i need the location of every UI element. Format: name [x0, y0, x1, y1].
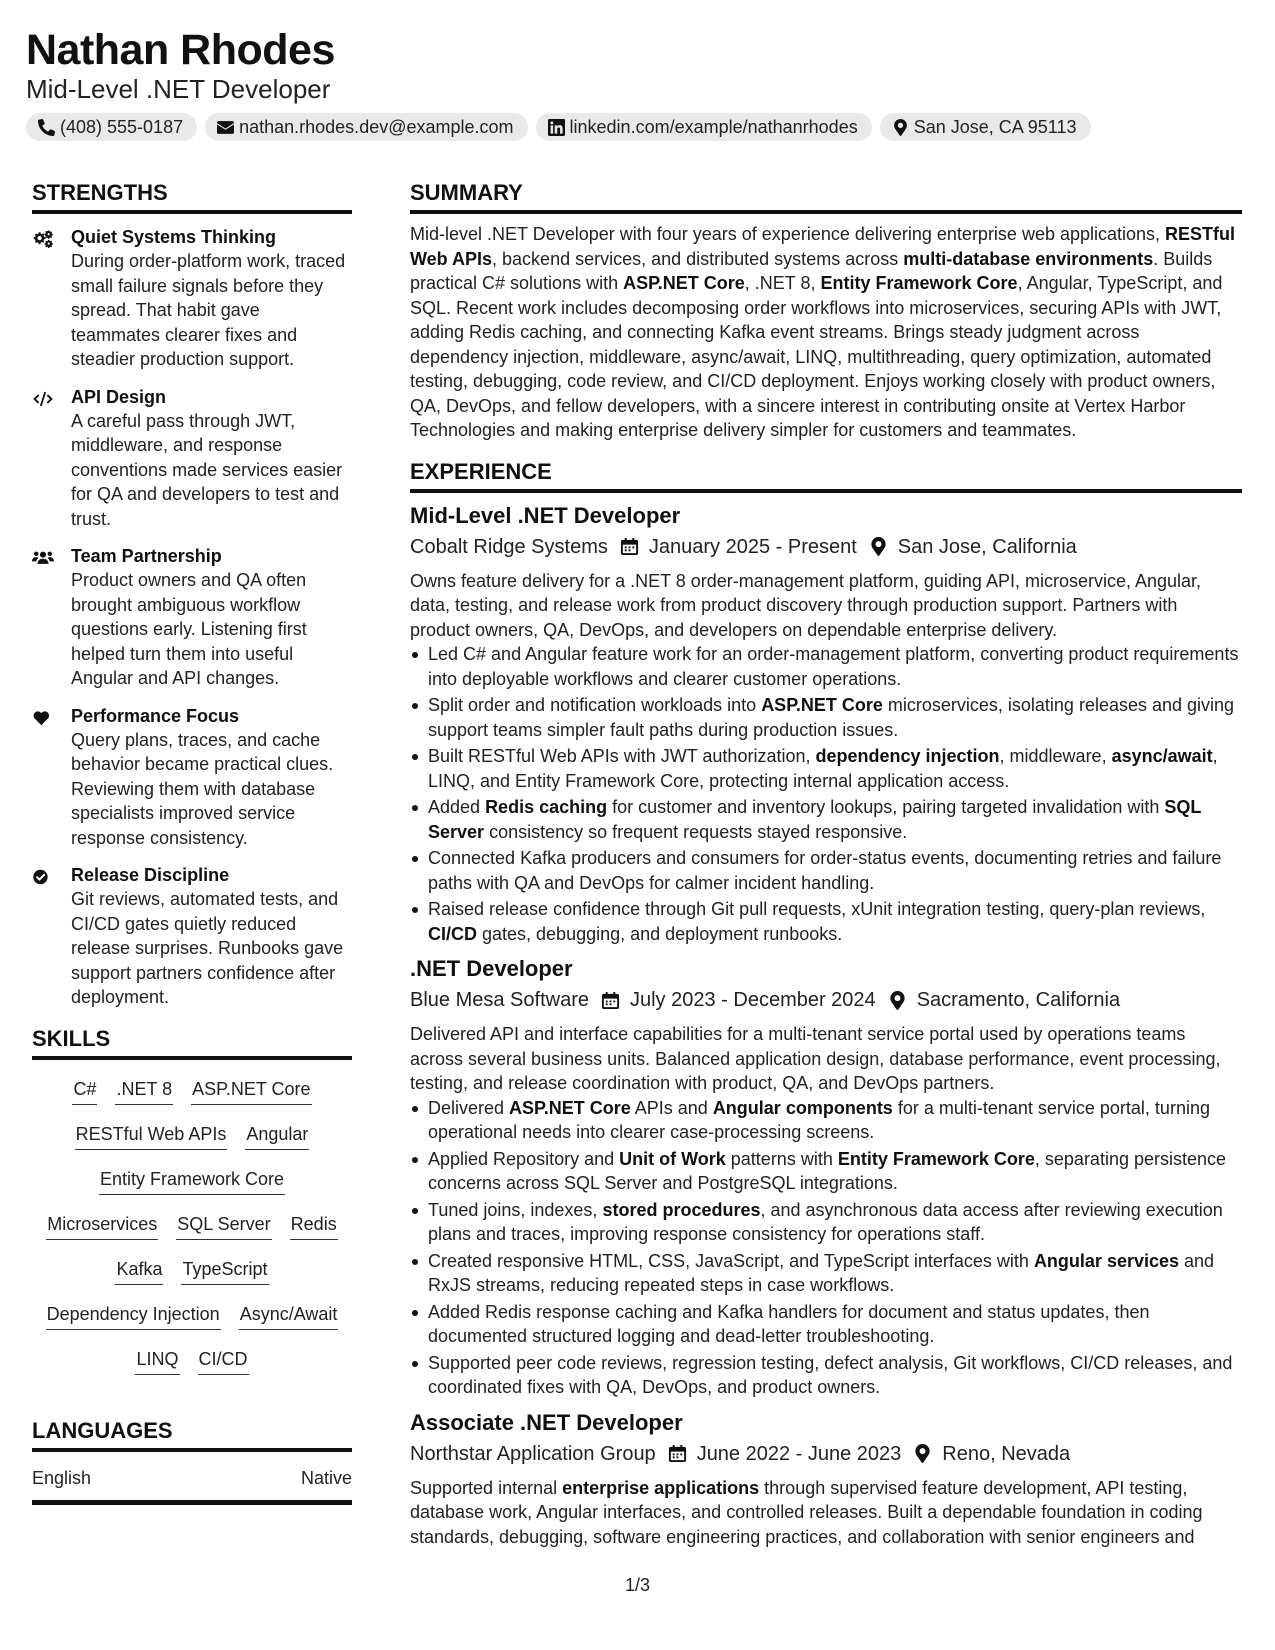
languages-section: [32, 1416, 352, 1505]
skill-tag: RESTful Web APIs: [75, 1121, 228, 1150]
right-column: [410, 178, 1242, 1549]
strength-desc: Query plans, traces, and cache behavior became practical clues. Reviewing them with database specialists improved service response consistency.: [71, 729, 334, 848]
job-bullets: [410, 1096, 1242, 1400]
envelope-icon: [217, 119, 234, 136]
skill-tag: Microservices: [46, 1211, 158, 1240]
job-entry: [410, 1408, 1242, 1550]
contact-linkedin[interactable]: [536, 113, 872, 141]
experience-heading: EXPERIENCE: [410, 457, 1242, 493]
job-location: Reno, Nevada: [942, 1442, 1071, 1465]
resume-header: [26, 24, 1246, 141]
linkedin-icon: [548, 119, 565, 136]
job-dates: June 2022 - June 2023: [696, 1442, 902, 1465]
strengths-heading: STRENGTHS: [32, 178, 352, 214]
bullet-item: Led C# and Angular feature work for an order-management platform, converting product requirements into deployable workflows and clearer customer operations.: [410, 642, 1242, 691]
bullet-item: Added Redis caching for customer and inventory lookups, pairing targeted invalidation with SQL Server consistency so frequent requests stayed responsive.: [410, 795, 1242, 844]
skill-tag: C#: [72, 1076, 97, 1105]
job-title: Mid-Level .NET Developer: [410, 502, 681, 528]
skill-tag: Redis: [290, 1211, 338, 1240]
bullet-item: Built RESTful Web APIs with JWT authorization, dependency injection, middleware, async/await, LINQ, and Entity Framework Core, protecting internal application access.: [410, 744, 1242, 793]
language-row: [32, 1466, 352, 1505]
language-name: English: [32, 1467, 92, 1488]
bullet-item: Split order and notification workloads into ASP.NET Core microservices, isolating releases and giving support teams simpler fault paths during production issues.: [410, 693, 1242, 742]
strength-desc: Git reviews, automated tests, and CI/CD gates quietly reduced release surprises. Runbooks gave support partners confidence after deployment.: [71, 889, 344, 1007]
check-circle-icon: [32, 868, 54, 886]
contact-email[interactable]: [205, 113, 527, 141]
job-meta: [410, 533, 1242, 561]
phone-text: (408) 555-0187: [60, 116, 184, 137]
job-description: Supported internal enterprise applications through supervised feature development, API testing, database work, Angular interfaces, and controlled releases. Built a dependable foundation in coding standards, debugging, software engineering practices, and collaboration with senior engineers and: [410, 1477, 1203, 1547]
job-location: San Jose, California: [897, 535, 1077, 558]
job-meta: [410, 1440, 1242, 1468]
bullet-item: Created responsive HTML, CSS, JavaScript, and TypeScript interfaces with Angular services and RxJS streams, reducing repeated steps in case workflows.: [410, 1249, 1242, 1298]
summary-heading: SUMMARY: [410, 178, 1242, 214]
strength-item: [32, 386, 352, 532]
skill-tag: TypeScript: [181, 1256, 268, 1285]
contact-bar: [26, 113, 1246, 141]
map-pin-icon: [869, 537, 888, 556]
map-pin-icon: [888, 991, 907, 1010]
job-company: Blue Mesa Software: [410, 989, 589, 1011]
skill-tags: [32, 1076, 352, 1391]
map-pin-icon: [892, 119, 909, 136]
job-description: Delivered API and interface capabilities for a multi-tenant service portal used by operations teams across several business units. Balanced application design, database performance, event processing, testing, and release coordination with product, QA, and DevOps partners.: [410, 1024, 1221, 1093]
strengths-list: [32, 226, 352, 1010]
page-number: 1/3: [624, 1575, 651, 1595]
email-text: nathan.rhodes.dev@example.com: [239, 116, 514, 137]
job-dates: January 2025 - Present: [648, 535, 857, 558]
bullet-item: Applied Repository and Unit of Work patterns with Entity Framework Core, separating persistence concerns across SQL Server and PostgreSQL integrations.: [410, 1147, 1242, 1196]
candidate-name: Nathan Rhodes: [26, 26, 335, 74]
strength-title: API Design: [71, 386, 167, 407]
job-title: .NET Developer: [410, 956, 573, 981]
skill-tag: Kafka: [115, 1256, 163, 1285]
strength-title: Quiet Systems Thinking: [71, 227, 277, 247]
skill-tag: .NET 8: [115, 1076, 173, 1105]
bullet-item: Supported peer code reviews, regression testing, defect analysis, Git workflows, CI/CD releases, and coordinated fixes with QA, DevOps, and product owners.: [410, 1351, 1242, 1400]
job-entry: [410, 501, 1242, 947]
strength-item: [32, 545, 352, 691]
strength-title: Team Partnership: [71, 546, 222, 566]
job-meta: [410, 986, 1242, 1014]
calendar-icon: [668, 1444, 687, 1463]
map-pin-icon: [913, 1444, 932, 1463]
job-bullets: [410, 642, 1242, 946]
job-entry: [410, 954, 1242, 1400]
contact-phone[interactable]: [26, 113, 197, 141]
code-icon: [32, 390, 54, 408]
phone-icon: [38, 119, 55, 136]
contact-location: [880, 113, 1091, 141]
skill-tag: ASP.NET Core: [191, 1076, 311, 1105]
job-description: Owns feature delivery for a .NET 8 order-management platform, guiding API, microservice, Angular, data, testing, and release work from product discovery through production support. Partners with product owners, QA, DevOps, and developers on dependable enterprise delivery.: [410, 570, 1202, 640]
experience-section: [410, 457, 1242, 1550]
skills-section: [32, 1024, 352, 1391]
job-company: Cobalt Ridge Systems: [410, 535, 608, 558]
skill-tag: SQL Server: [176, 1211, 271, 1240]
candidate-title: Mid-Level .NET Developer: [26, 74, 331, 104]
strength-item: [32, 705, 352, 851]
job-location: Sacramento, California: [916, 989, 1121, 1011]
languages-heading: LANGUAGES: [32, 1416, 352, 1452]
skill-tag: Angular: [245, 1121, 309, 1150]
left-column: [32, 178, 352, 1505]
gears-icon: [32, 230, 54, 248]
strength-desc: During order-platform work, traced small failure signals before they spread. That habit gave teammates clearer fixes and steadier production support.: [71, 251, 346, 369]
strength-desc: A careful pass through JWT, middleware, and response conventions made services easier for QA and developers to test and trust.: [71, 410, 343, 529]
skill-tag: Dependency Injection: [46, 1301, 221, 1330]
bullet-item: Added Redis response caching and Kafka handlers for document and status updates, then documented structured logging and dead-letter troubleshooting.: [410, 1300, 1242, 1349]
skill-tag: Entity Framework Core: [99, 1166, 285, 1195]
language-level: Native: [300, 1467, 352, 1488]
bullet-item: Tuned joins, indexes, stored procedures, and asynchronous data access after reviewing execution plans and traces, improving response consistency for operations staff.: [410, 1198, 1242, 1247]
bullet-item: Delivered ASP.NET Core APIs and Angular components for a multi-tenant service portal, turning operational needs into clearer case-processing screens.: [410, 1096, 1242, 1145]
skills-heading: SKILLS: [32, 1024, 352, 1060]
strength-title: Performance Focus: [71, 705, 240, 726]
bullet-item: Raised release confidence through Git pull requests, xUnit integration testing, query-plan reviews, CI/CD gates, debugging, and deployment runbooks.: [410, 897, 1242, 946]
bullet-item: Connected Kafka producers and consumers for order-status events, documenting retries and failure paths with QA and DevOps for calmer incident handling.: [410, 846, 1242, 895]
linkedin-text: linkedin.com/example/nathanrhodes: [569, 116, 858, 137]
skill-tag: LINQ: [135, 1346, 179, 1375]
job-title: Associate .NET Developer: [410, 1409, 683, 1435]
skill-tag: CI/CD: [198, 1346, 249, 1375]
skill-tag: Async/Await: [239, 1301, 339, 1330]
strength-item: [32, 864, 352, 1010]
strength-title: Release Discipline: [71, 865, 230, 885]
job-dates: July 2023 - December 2024: [629, 989, 876, 1011]
heart-icon: [32, 709, 54, 727]
users-icon: [32, 549, 54, 567]
strength-item: [32, 226, 352, 372]
calendar-icon: [620, 537, 639, 556]
job-company: Northstar Application Group: [410, 1442, 656, 1465]
location-text: San Jose, CA 95113: [913, 116, 1077, 137]
strength-desc: Product owners and QA often brought ambiguous workflow questions early. Listening first helped turn them into useful Angular and API changes.: [71, 570, 307, 688]
calendar-icon: [601, 991, 620, 1010]
summary-text: Mid-level .NET Developer with four years of experience delivering enterprise web applications, RESTful Web APIs, backend services, and distributed systems across multi-database environments. Builds practical C# solutions with ASP.NET Core, .NET 8, Entity Framework Core, Angular, TypeScript, and SQL. Recent work includes decomposing order workflows into microservices, securing APIs with JWT, adding Redis caching, and connecting Kafka event streams. Brings steady judgment across dependency injection, middleware, async/await, LINQ, multithreading, query optimization, automated testing, debugging, code review, and CI/CD deployment. Enjoys working closely with product owners, QA, DevOps, and fellow developers, with a sincere interest in contributing onsite at Vertex Harbor Technologies and making enterprise delivery simpler for customers and teammates.: [410, 224, 1236, 440]
